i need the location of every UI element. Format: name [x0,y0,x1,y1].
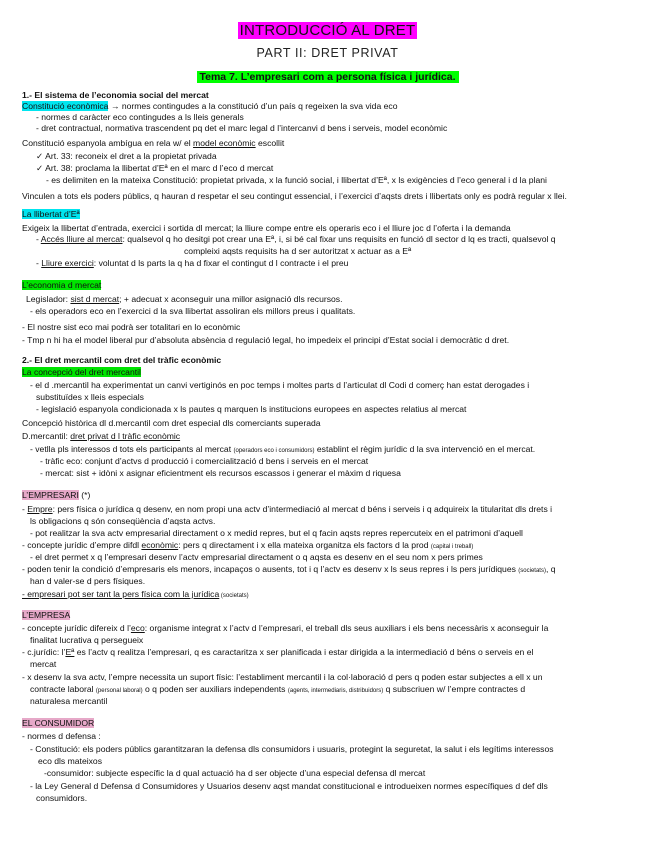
consumidor-heading: EL CONSUMIDOR [22,718,95,728]
concepcio-historica-line: Concepció històrica dl d.mercantil com dret especial dls comerciants superada [22,418,321,428]
lliure-exercici-line: - Lliure exercici: voluntat d ls parts la q ha d fixar el contingut d l contracte i el preu [36,258,349,268]
normes-defensa-line: - normes d defensa : [22,731,101,741]
cjuridic-line-1: - c.jurídic: l’Eª es l’actv q realitza l’empresari, q es caractaritza x ser planificada i estar dirigida a la intermediació d béns o serveis en el [22,647,534,657]
ley-general-line-2: consumidors. [36,793,88,803]
art-33-item: ✓ Art. 33: reconeix el dret a la propietat privada [36,151,217,161]
dmercantil-line: D.mercantil: dret privat d l tràfic econòmic [22,431,181,441]
document-subtitle: PART II: DRET PRIVAT [256,46,399,60]
art-38-item: ✓ Art. 38: proclama la llibertat d’Eª en el marc d l’eco d mercat [36,163,274,173]
bullet-dret-contractual: - dret contractual, normativa trascendent pq det el marc legal d l’intercanvi d bens i serveis, model econòmic [36,123,448,133]
empresa-concepte-line-1: - concepte jurídic difereix d l’eco: organisme integrat x l’actv d l’empresari, el treball dls seus auxiliars i els bens necessàris x aconseguir la [22,623,549,633]
constitucio-economica-line: Constitució econòmica → normes contingudes a la constitució d’un país q regeixen la sva vida eco [22,101,398,111]
menors-line: - poden tenir la condició d’empresaris els menors, incapaços o ausents, tot i q l’actv es desenv x ls seus repres i ls pers jurídiques (societats), q [22,564,556,574]
constitucio-ambigua-line: Constitució espanyola ambígua en rela w/ el model econòmic escollit [22,138,285,148]
concepcio-line-1: - el d .mercantil ha experimentat un canvi vertiginós en poc temps i moltes parts d l’articulat dl Codi d comerç han estat derogades i [30,380,530,390]
trafic-eco-line: - tràfic eco: conjunt d’actvs d producció i comercialització d bens i serveis en el mercat [40,456,369,466]
art-38-detail: - es delimiten en la mateixa Constitució: propietat privada, x la funció social, i llibertat d’Eª, x ls exigències d l’eco general i d la plani [46,175,547,185]
sist-eco-line: - El nostre sist eco mai podrà ser totalitari en lo econòmic [22,322,241,332]
llibertat-heading: La llibertat d’Eª [22,209,80,219]
menors-continuation: han d valer-se d pers físiques. [30,576,146,586]
acces-lliure-continuation: compleixi aqsts requisits ha d ser autoritzat x actuar as a Eª [184,246,412,256]
empresari-heading: L’EMPRESARI (*) [22,490,91,500]
empresa-heading: L’EMPRESA [22,610,71,620]
constitucio-consumidors-line-2: eco dls mateixos [38,756,103,766]
consumidor-definicio-line: -consumidor: subjecte específic la d qual actuació ha d ser objecte d’una especial defensa dl mercat [44,768,426,778]
legislador-line: Legislador: sist d mercat; + adecuat x aconseguir una millor asignació dls recursos. [26,294,343,304]
cjuridic-line-2: mercat [30,659,57,669]
section-2-heading: 2.- El dret mercantil com dret del tràfic econòmic [22,355,222,365]
acces-lliure-line: - Accés lliure al mercat: qualsevol q ho desitgi pot crear una Eª, i, si bé cal fixar uns requisits en funció dl sector d lq es tracti, qualsevol q [36,234,556,244]
llibertat-line-1: Exigeix la llibertat d’entrada, exercici i sortida dl mercat; la lliure compe entre els operaris eco i el lliure joc d l’oferta i la demanda [22,223,511,233]
section-1-heading: 1.- El sistema de l’economia social del mercat [22,90,209,100]
operadors-line: - els operadors eco en l’exercici d la sva llibertat assoliran els millors preus i qualitats. [30,306,356,316]
suport-fisic-line-1: - x desenv la sva actv, l’empre necessita un suport físic: l’establiment mercantil i la col·laboració d pers q poden estar subjectes a ell x un [22,672,543,682]
economia-mercat-heading: L’economia d mercat [22,280,102,290]
topic-heading: Tema 7. L’empresari com a persona física i jurídica. [0,67,655,85]
concepte-juridic-line: - concepte jurídic d’empre difdl econòmic: pers q directament i x ella mateixa organitza els factors d la prod (capital i treball) [22,540,474,550]
dret-permet-line: - el dret permet x q l’empresari desenv l’actv empresarial directament o q aqsta es desenv en el seu nom x pers primes [30,552,483,562]
concepcio-heading: La concepció del dret mercantil [22,367,141,377]
empre-definition-line-2: ls obligacions q són conseqüència d’aqsta actvs. [30,516,216,526]
vetlla-line: - vetlla pls interessos d tots els participants al mercat (operadors eco i consumidors) establint el règim jurídic d la sva intervenció en el mercat. [30,444,536,454]
empresa-concepte-line-2: finalitat lucrativa q persegueix [30,635,144,645]
vinculen-paragraph: Vinculen a tots els poders públics, q hauran d respetar el seu contingut essencial, i l’exercici d’aqsts drets i llibertats only es podrà regular x llei. [22,191,567,201]
constitucio-consumidors-line-1: - Constitució: els poders públics garantitzaran la defensa dls consumidors i usuaris, protegint la seguretat, la salut i els legítims interessos [30,744,554,754]
concepcio-line-3: - legislació espanyola condicionada x ls pautes q marquen ls institucions europees en aspectes relatius al mercat [36,404,467,414]
empre-repres-line: - pot realitzar la sva actv empresarial directament o x medid repres, but el q facin aqsts repres repercuteix en el patrimoni d’aquell [30,528,523,538]
mercat-line: - mercat: sist + idòni x asignar eficientment els recursos escassos i generar el màxim d riquesa [40,468,401,478]
suport-fisic-line-2: contracte laboral (personal laboral) o q poden ser auxiliars independents (agents, intermediaris, distribuidors) q subscriuen w/ l’empre contractes d [30,684,526,694]
empresari-fisica-juridica-line: - empresari pot ser tant la pers física com la jurídica (societats) [22,589,249,599]
document-title: INTRODUCCIÓ AL DRET [239,22,416,39]
suport-fisic-line-3: naturalesa mercantil [30,696,108,706]
model-liberal-line: - Tmp n hi ha el model liberal pur d’absoluta absència d regulació legal, ho impedeix el principi d’Estat social i democràtic d dret. [22,335,510,345]
concepcio-line-2: substituïdes x lleis especials [36,392,144,402]
bullet-normes-caracter: - normes d caràcter eco contingudes a ls lleis generals [36,112,244,122]
empre-definition-line-1: - Empre: pers física o jurídica q desenv, en nom propi una actv d’intermediació al mercat d béns i serveis i q adquireix la titularitat dls drets i [22,504,553,514]
ley-general-line-1: - la Ley General d Defensa d Consumidores y Usuarios desenv aqst mandat constitucional e introdueixen normes específiques d def dls [30,781,548,791]
